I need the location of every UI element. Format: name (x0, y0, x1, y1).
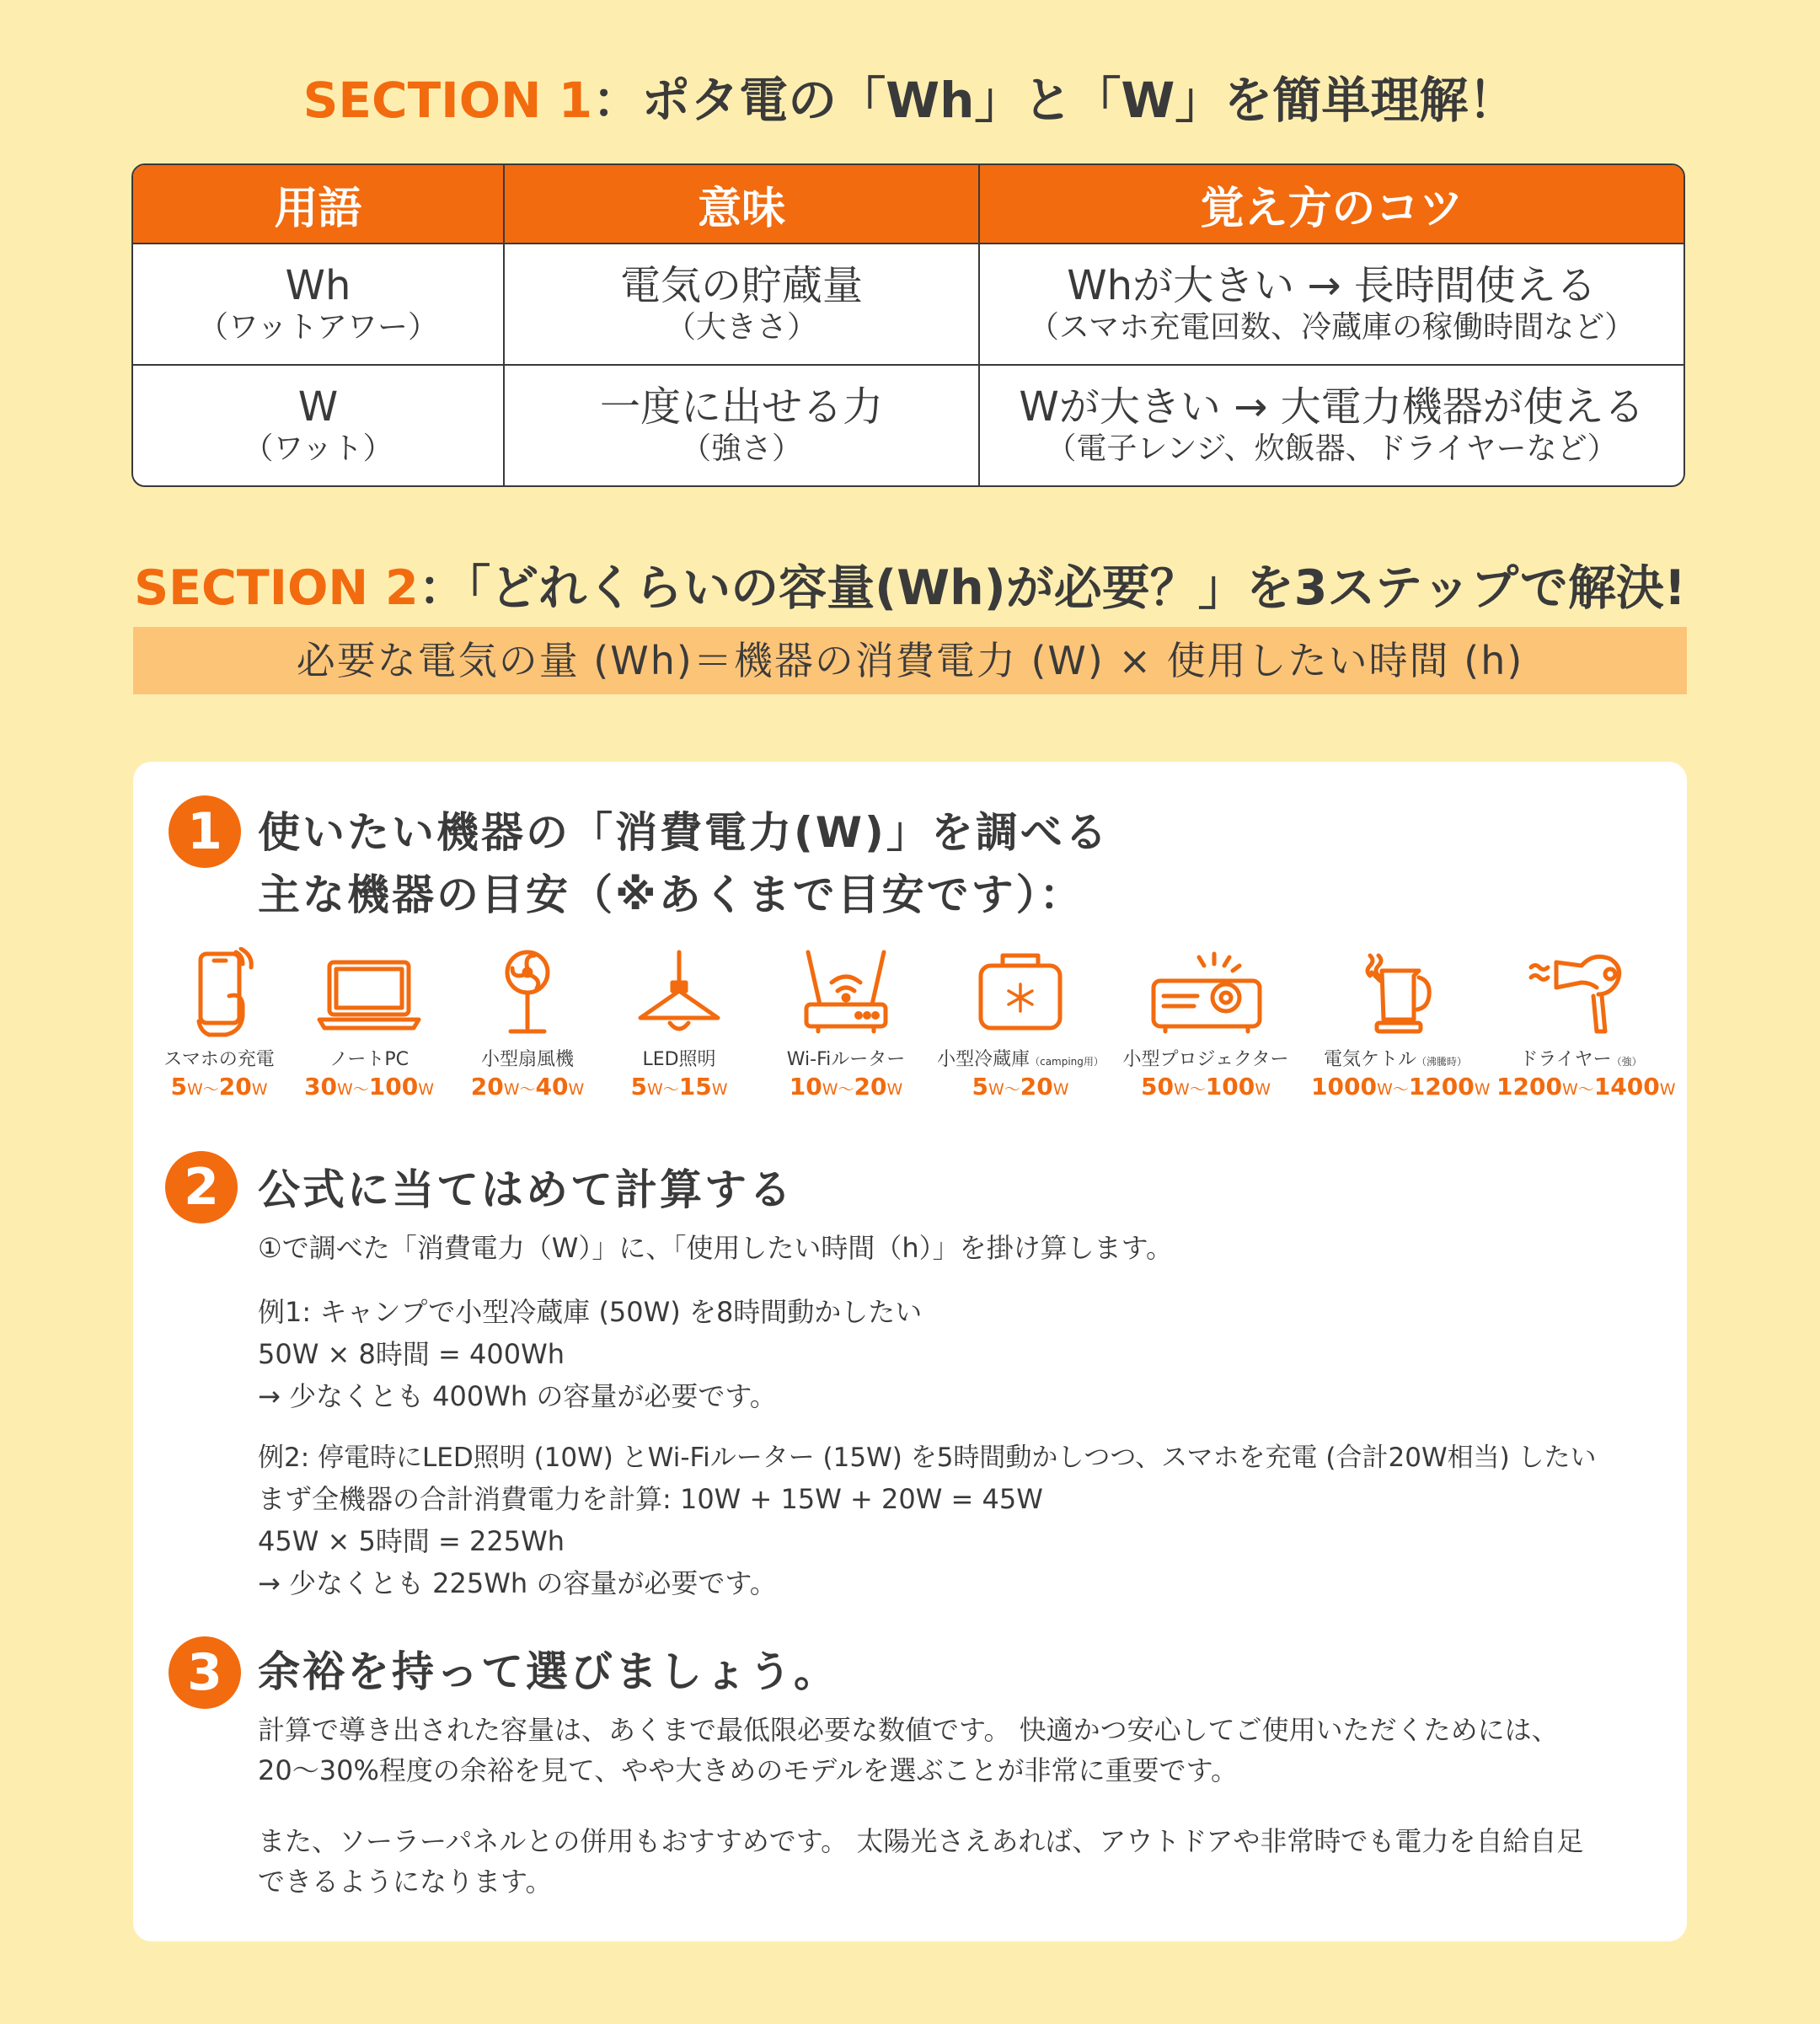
term-reading: （ワットアワー） (197, 310, 439, 345)
device-wattage: 20W～40W (470, 1073, 585, 1100)
device-name: ノートPC (329, 1049, 409, 1070)
device-wattage: 1000W～1200W (1311, 1073, 1491, 1100)
table-cell-tip (979, 365, 1684, 485)
meaning-note: （大きさ） (665, 310, 817, 345)
step2-heading: 公式に当てはめて計算する (258, 1165, 794, 1214)
device-wattage: 5W～20W (972, 1073, 1069, 1100)
device-led-light (612, 947, 747, 1100)
example2-line: まず全機器の合計消費電力を計算: 10W + 15W + 20W = 45W (258, 1483, 1043, 1515)
kettle-icon (1353, 947, 1437, 1040)
lamp-icon (633, 947, 725, 1040)
device-name: Wi-Fiルーター (786, 1049, 906, 1070)
term-reading: （ワット） (243, 431, 393, 467)
example2-line: 例2: 停電時にLED照明 (10W) とWi-Fiルーター (15W) を5時間動かしつつ、スマホを充電 (合計20W相当) したい (258, 1443, 1597, 1473)
step3-number-badge: 3 (169, 1636, 241, 1709)
hair-dryer-icon (1526, 947, 1635, 1040)
step1-number-badge: 1 (169, 795, 241, 868)
device-wifi-router (762, 947, 930, 1100)
device-wattage: 1200W～1400W (1496, 1073, 1676, 1100)
device-laptop (302, 947, 436, 1100)
step3-paragraph-line: また、ソーラーパネルとの併用もおすすめです。 太陽光さえあれば、アウトドアや非常時でも電力を自給自足 (258, 1825, 1584, 1857)
step2-intro: ①で調べた「消費電力（W）」に、「使用したい時間（h）」を掛け算します。 (258, 1232, 1174, 1264)
device-wattage: 5W～20W (170, 1073, 268, 1100)
device-projector (1117, 947, 1294, 1100)
section2-label: SECTION 2 (134, 560, 419, 616)
term-label: Wh (285, 262, 351, 310)
laptop-icon (314, 947, 424, 1040)
tip-label: Whが大きい → 長時間使える (1067, 262, 1597, 310)
terms-table (131, 163, 1685, 487)
meaning-label: 電気の貯蔵量 (619, 262, 863, 310)
step1-heading: 使いたい機器の「消費電力(W)」を調べる (258, 808, 1110, 857)
table-header-term: 用語 (133, 165, 504, 244)
wifi-router-icon (800, 947, 892, 1040)
cooler-box-icon (974, 947, 1067, 1040)
step3-paragraph-line: 計算で導き出された容量は、あくまで最低限必要な数値です。 快適かつ安心してご使用いただくためには、 (258, 1714, 1559, 1746)
step2-number-badge: 2 (165, 1151, 238, 1224)
term-label: W (297, 383, 339, 431)
step3-heading: 余裕を持って選びましょう。 (258, 1647, 838, 1696)
table-row (133, 244, 1684, 365)
smartphone-icon (177, 947, 261, 1040)
device-kettle (1311, 947, 1491, 1100)
table-header-tip: 覚え方のコツ (979, 165, 1684, 244)
formula-bar: 必要な電気の量 (Wh)＝機器の消費電力 (W) × 使用したい時間 (h) (133, 627, 1687, 694)
table-header-meaning: 意味 (504, 165, 979, 244)
section1-title (0, 61, 1820, 131)
device-smartphone (152, 947, 286, 1100)
meaning-note: （強さ） (680, 431, 802, 467)
fan-icon (485, 947, 570, 1040)
example1-line: 50W × 8時間 = 400Wh (258, 1338, 565, 1370)
example2-line: 45W × 5時間 = 225Wh (258, 1525, 565, 1557)
step1-subheading: 主な機器の目安（※あくまで目安です）： (258, 870, 1084, 919)
table-cell-meaning (504, 244, 979, 365)
projector-icon (1147, 947, 1265, 1040)
section2-title (0, 549, 1820, 618)
example1-line: → 少なくとも 400Wh の容量が必要です。 (258, 1380, 777, 1412)
device-name: LED照明 (642, 1049, 716, 1070)
device-wattage: 10W～20W (789, 1073, 903, 1100)
device-hair-dryer (1496, 947, 1676, 1100)
step3-paragraph-line: 20〜30%程度の余裕を見て、やや大きめのモデルを選ぶことが非常に重要です。 (258, 1754, 1239, 1786)
table-cell-tip (979, 244, 1684, 365)
device-fan (460, 947, 595, 1100)
device-wattage: 30W～100W (303, 1073, 435, 1100)
example2-line: → 少なくとも 225Wh の容量が必要です。 (258, 1567, 777, 1599)
table-cell-term (133, 244, 504, 365)
steps-card (133, 762, 1687, 1941)
example1-line: 例1: キャンプで小型冷蔵庫 (50W) を8時間動かしたい (258, 1296, 923, 1328)
device-name: 小型冷蔵庫（camping用） (937, 1049, 1104, 1070)
device-wattage: 5W～15W (630, 1073, 728, 1100)
device-name: 小型プロジェクター (1122, 1049, 1289, 1070)
step3-paragraph-line: できるようになります。 (258, 1866, 553, 1898)
tip-label: Wが大きい → 大電力機器が使える (1019, 383, 1645, 431)
section2-title-text: ：「どれくらいの容量(Wh)が必要？」を3ステップで解決! (418, 560, 1686, 616)
table-cell-term (133, 365, 504, 485)
device-name: スマホの充電 (163, 1049, 275, 1070)
device-wattage: 50W～100W (1140, 1073, 1271, 1100)
device-cooler (923, 947, 1117, 1100)
table-cell-meaning (504, 365, 979, 485)
section1-label: SECTION 1 (302, 72, 593, 129)
device-name: ドライヤー（強） (1519, 1049, 1642, 1070)
meaning-label: 一度に出せる力 (599, 383, 883, 431)
device-name: 電気ケトル（沸騰時） (1323, 1049, 1468, 1070)
section1-title-text: ：ポタ電の「Wh」と「W」を簡単理解！ (592, 72, 1518, 129)
tip-note: （電子レンジ、炊飯器、ドライヤーなど） (1046, 431, 1618, 467)
tip-note: （スマホ充電回数、冷蔵庫の稼働時間など） (1028, 310, 1635, 345)
table-row (133, 365, 1684, 485)
device-name: 小型扇風機 (480, 1049, 574, 1070)
